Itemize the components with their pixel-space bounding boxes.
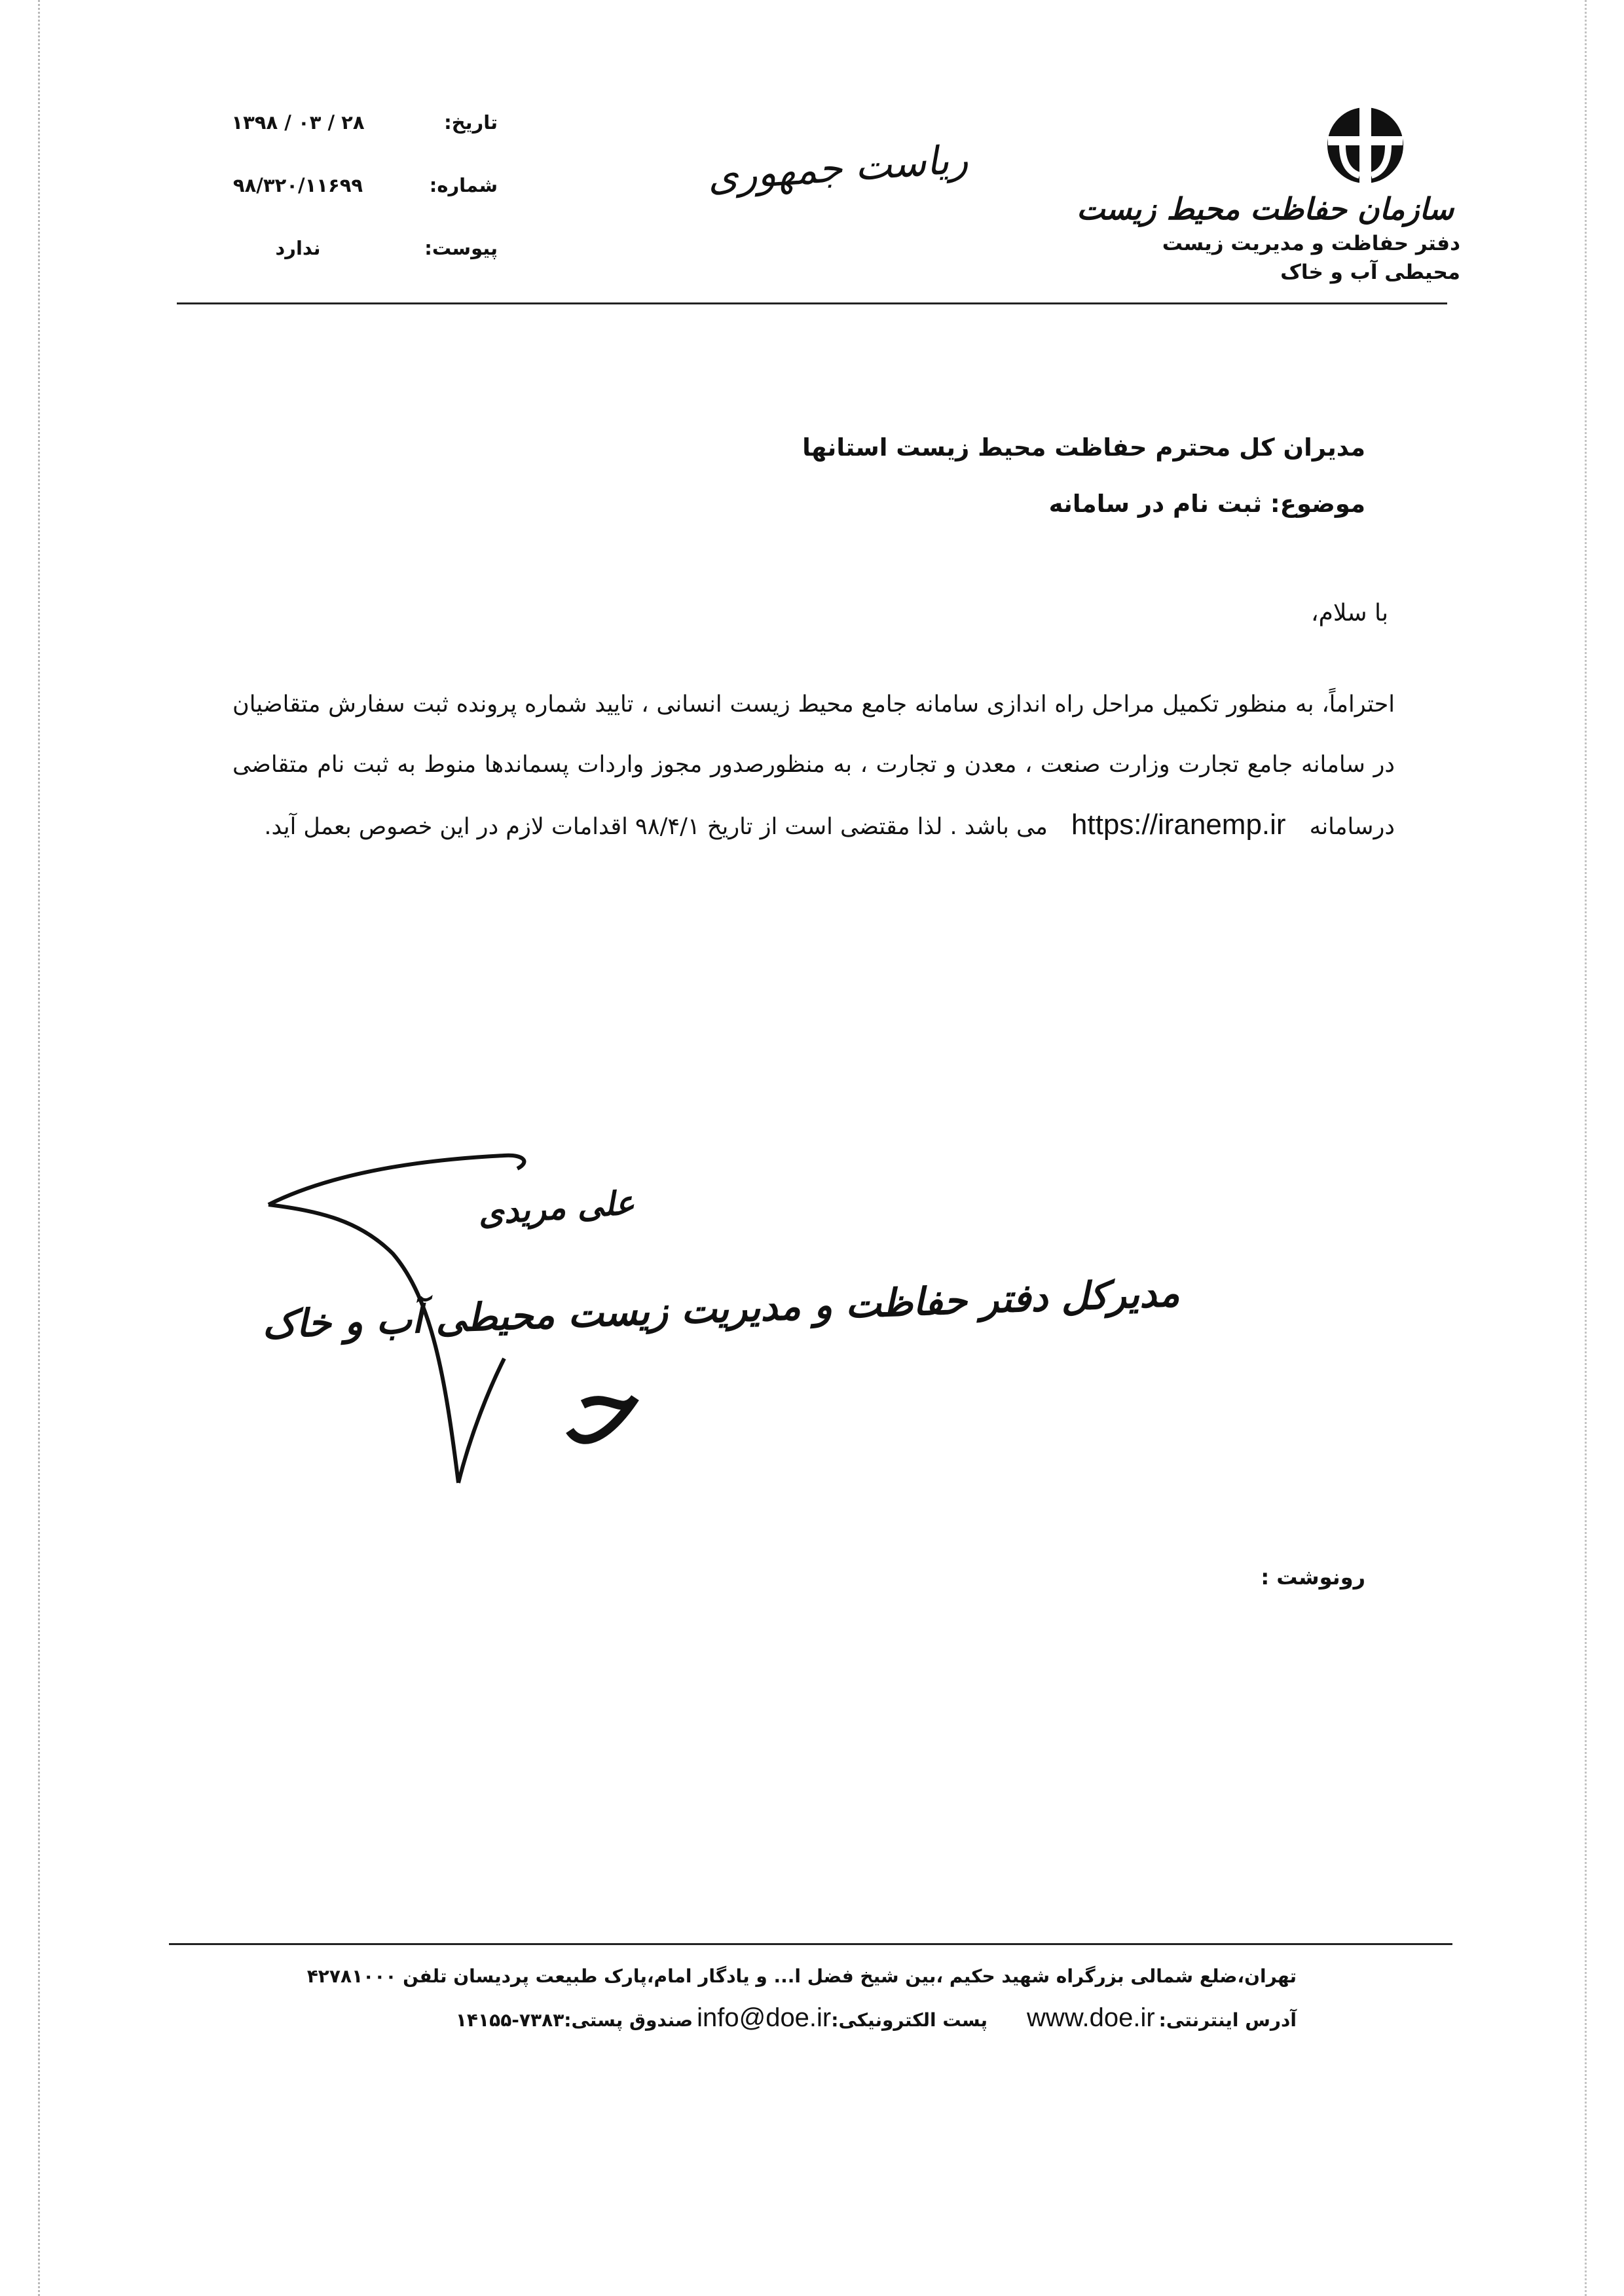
number-value: ۹۸/۳۲۰/۱۱۶۹۹ (232, 174, 363, 196)
number-label: شماره: (429, 174, 498, 196)
scan-edge-left (38, 0, 40, 2296)
greeting: با سلام، (1311, 600, 1388, 627)
letter-meta (216, 111, 498, 300)
footer-address: تهران،ضلع شمالی بزرگراه شهید حکیم ،بین شیخ فضل ا... و یادگار امام،پارک طبیعت پردیسان تلفن ۴۲۷۸۱۰۰۰ (306, 1965, 1297, 1987)
letter-body (232, 674, 1395, 857)
org-name: سازمان حفاظت محیط زیست (1077, 191, 1454, 227)
email-link[interactable]: info@doe.ir (697, 2003, 832, 2032)
website-label: آدرس اینترنتی: (1158, 2009, 1297, 2031)
department-name (1162, 229, 1460, 287)
presidency-heading: ریاست جمهوری (706, 136, 970, 200)
footer-contact (456, 2003, 1297, 2033)
signature-block (242, 1142, 1181, 1509)
addressee: مدیران کل محترم حفاظت محیط زیست استانها (802, 433, 1365, 462)
signatory-title: مدیرکل دفتر حفاظت و مدیریت زیست محیطی آب و خاک (261, 1270, 1181, 1347)
email-label: پست الکترونیکی: (831, 2009, 988, 2031)
attachment-value: ندارد (275, 237, 321, 259)
doe-emblem-icon (1323, 105, 1408, 187)
signatory-name: علی مریدی (477, 1182, 636, 1233)
date-value: ۱۳۹۸ / ۰۳ / ۲۸ (231, 111, 365, 134)
date-row (216, 111, 498, 174)
department-line-2: محیطی آب و خاک (1280, 261, 1460, 284)
scan-edge-right (1585, 0, 1587, 2296)
body-text-part-2: می باشد . لذا مقتضی است از تاریخ ۹۸/۴/۱ اقدامات لازم در این خصوص بعمل آید. (264, 814, 1048, 840)
date-label: تاریخ: (444, 111, 498, 134)
cc-label: رونوشت : (1261, 1565, 1365, 1590)
department-line-1: دفتر حفاظت و مدیریت زیست (1162, 232, 1460, 255)
subject-line: موضوع: ثبت نام در سامانه (1048, 490, 1365, 518)
org-logo-block (1077, 98, 1460, 295)
header-divider (177, 302, 1447, 304)
footer-divider (169, 1943, 1452, 1945)
attachment-row (216, 237, 498, 300)
number-row (216, 174, 498, 237)
system-url-link[interactable]: https://iranemp.ir (1071, 809, 1286, 841)
po-box: صندوق پستی:۷۳۸۳-۱۴۱۵۵ (455, 2009, 693, 2031)
website-link[interactable]: www.doe.ir (1027, 2003, 1155, 2032)
attachment-label: پیوست: (424, 237, 498, 259)
body-text-part-1: احتراماً، به منظور تکمیل مراحل راه اندازی سامانه جامع محیط زیست انسانی ، تایید شماره پرونده ثبت سفارش متقاضیان در سامانه جامع تجارت وزارت صنعت ، معدن و تجارت ، به منظورصدور مجوز واردات پسماندها منوط به ثبت نام متقاضی درسامانه (232, 691, 1395, 840)
